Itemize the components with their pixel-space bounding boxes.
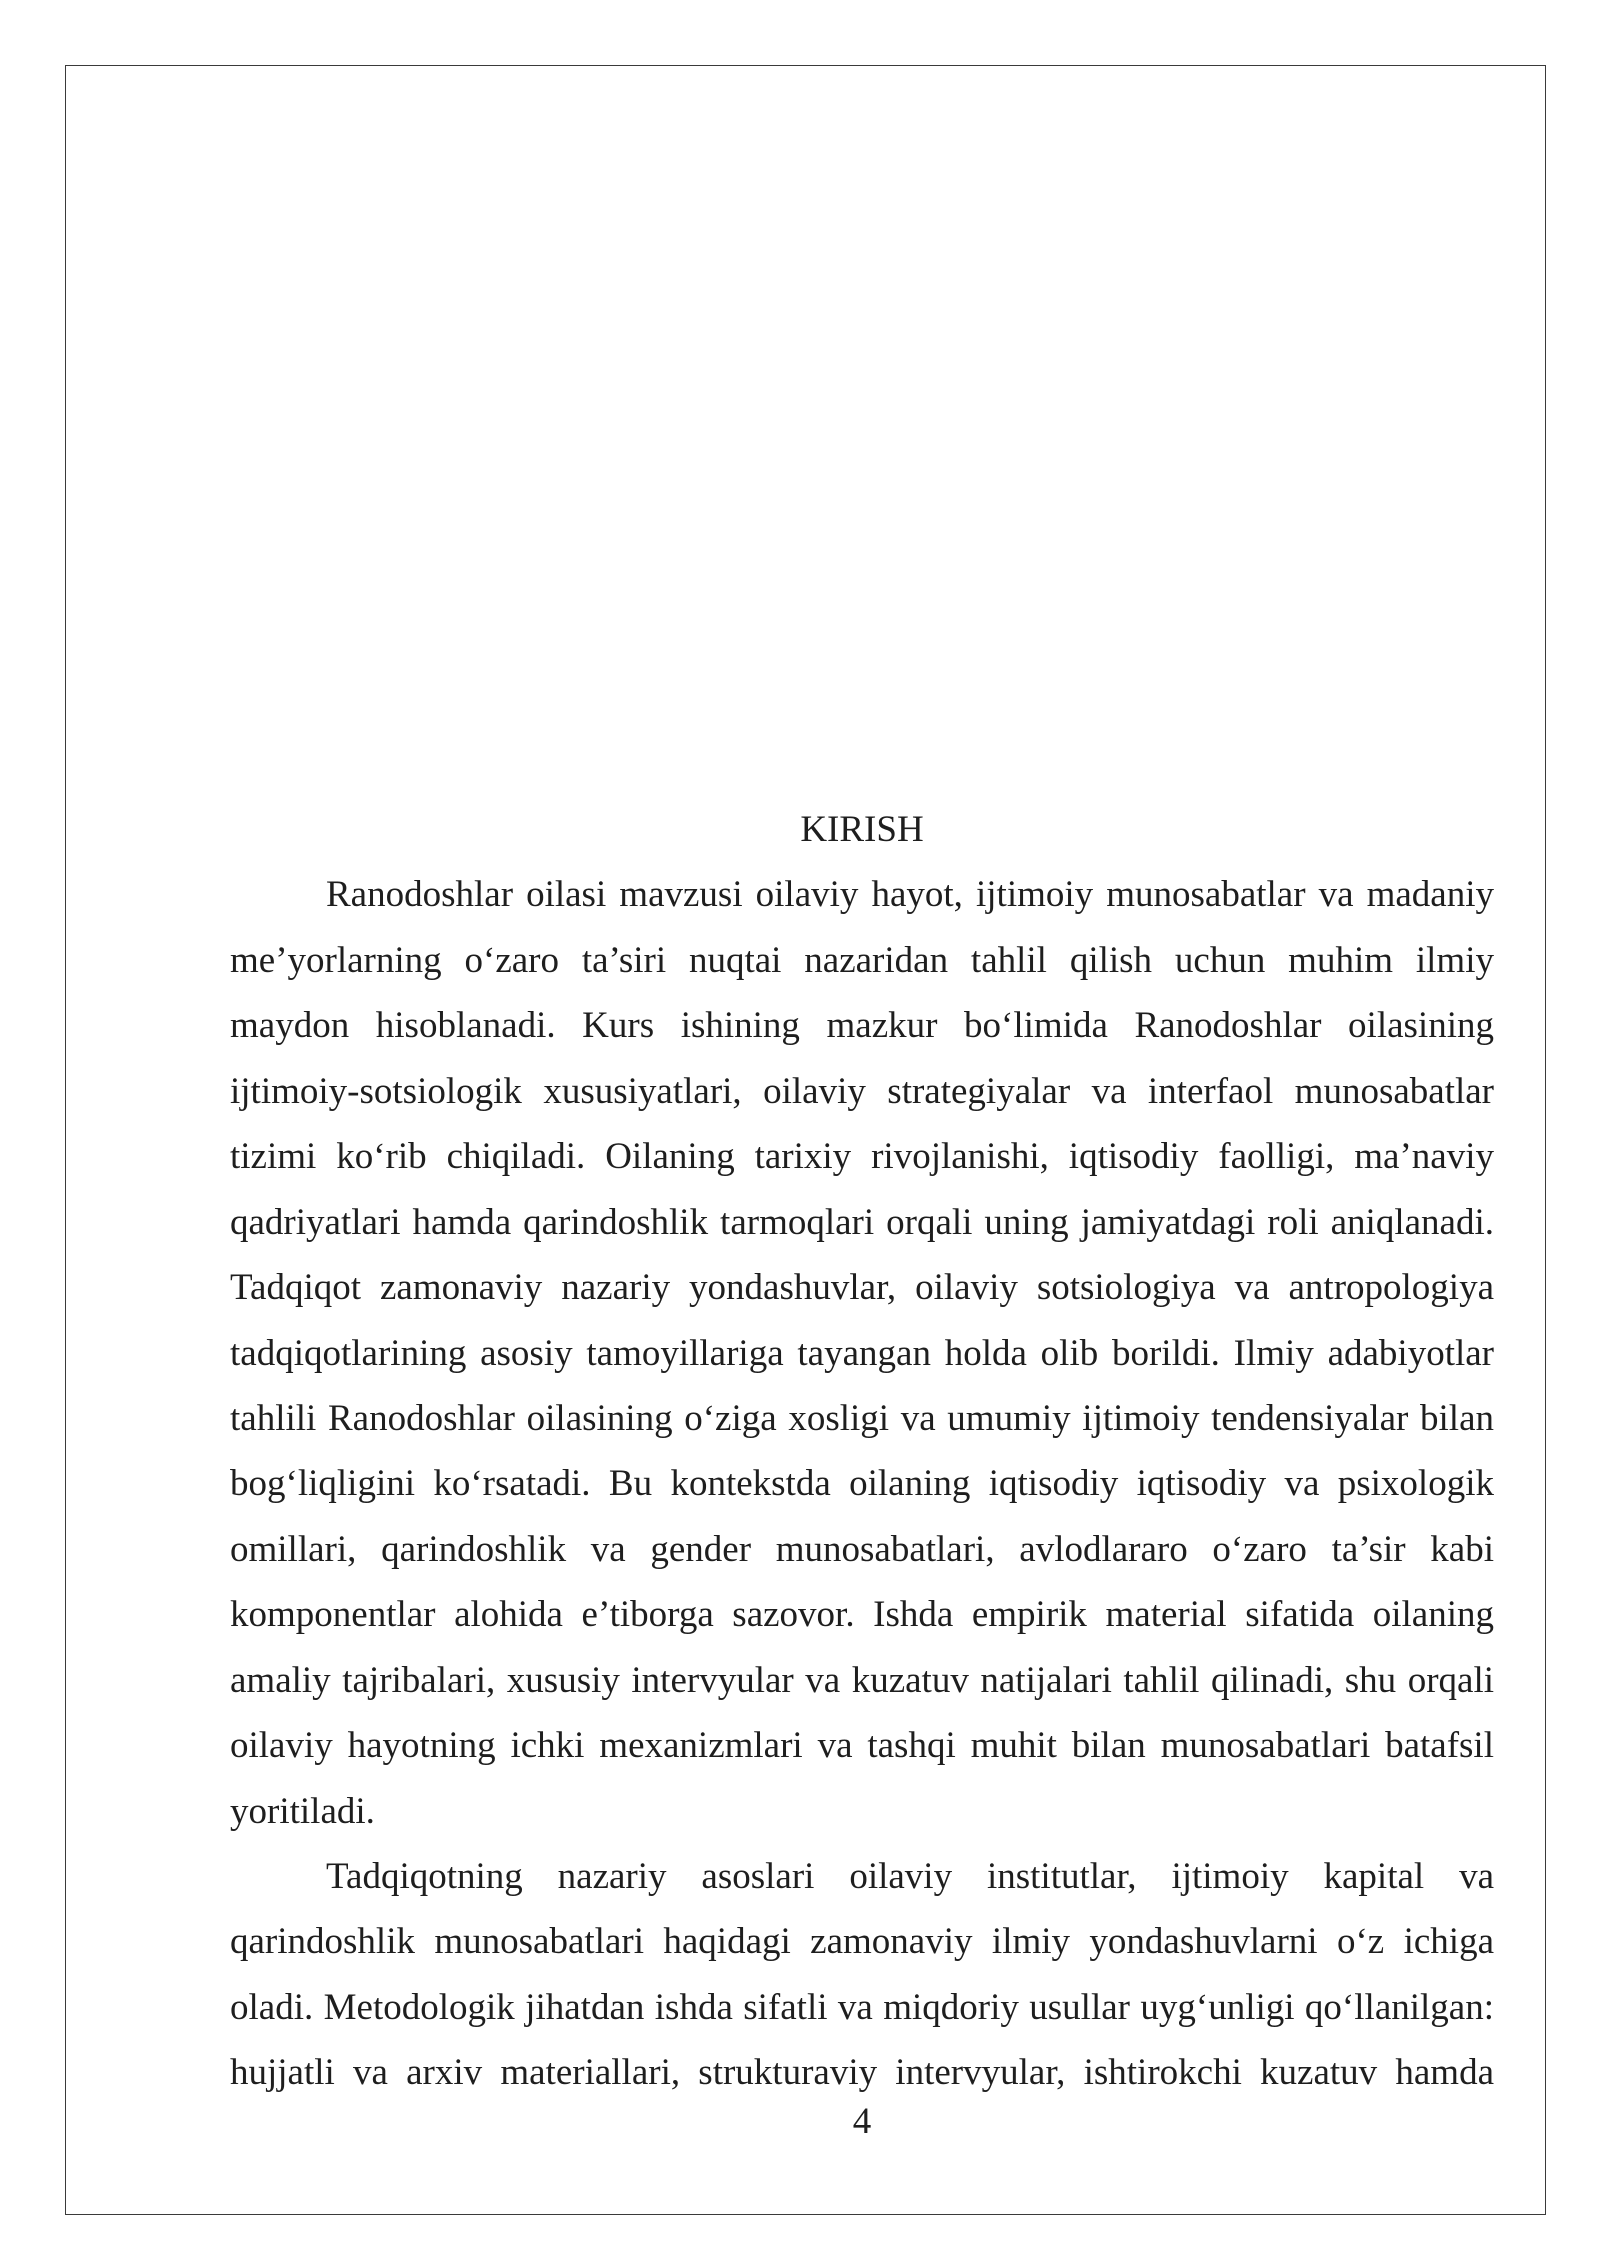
paragraph-line: tadqiqotlarining asosiy tamoyillariga tayangan holda olib borildi. Ilmiy adabiyotlar (230, 1332, 1494, 1374)
paragraph-line: Tadqiqot zamonaviy nazariy yondashuvlar, oilaviy sotsiologiya va antropologiya (230, 1267, 1494, 1309)
paragraph-line: Ranodoshlar oilasi mavzusi oilaviy hayot, ijtimoiy munosabatlar va madaniy (326, 874, 1494, 916)
page-number: 4 (852, 2101, 872, 2142)
paragraph-2 (230, 1844, 1494, 2106)
paragraph-line: qadriyatlari hamda qarindoshlik tarmoqlari orqali uning jamiyatdagi roli aniqlanadi. (230, 1201, 1494, 1243)
paragraph-line: yoritiladi. (230, 1790, 375, 1832)
paragraph-line: maydon hisoblanadi. Kurs ishining mazkur bo‘limida Ranodoshlar oilasining (230, 1005, 1494, 1047)
paragraph-line: omillari, qarindoshlik va gender munosabatlari, avlodlararo o‘zaro ta’sir kabi (230, 1528, 1494, 1570)
paragraph-1 (230, 862, 1494, 1844)
paragraph-line: tizimi ko‘rib chiqiladi. Oilaning tarixiy rivojlanishi, iqtisodiy faolligi, ma’naviy (230, 1136, 1494, 1178)
paragraph-line: bog‘liqligini ko‘rsatadi. Bu kontekstda oilaning iqtisodiy iqtisodiy va psixologik (230, 1463, 1494, 1505)
paragraph-line: qarindoshlik munosabatlari haqidagi zamonaviy ilmiy yondashuvlarni o‘z ichiga (230, 1921, 1494, 1963)
paragraph-line: oilaviy hayotning ichki mexanizmlari va tashqi muhit bilan munosabatlari batafsil (230, 1725, 1494, 1767)
paragraph-line: komponentlar alohida e’tiborga sazovor. Ishda empirik material sifatida oilaning (230, 1594, 1494, 1636)
section-heading: KIRISH (800, 809, 924, 850)
paragraph-line: hujjatli va arxiv materiallari, strukturaviy intervyular, ishtirokchi kuzatuv hamda (230, 2052, 1494, 2094)
paragraph-line: me’yorlarning o‘zaro ta’siri nuqtai nazaridan tahlil qilish uchun muhim ilmiy (230, 939, 1494, 981)
paragraph-line: oladi. Metodologik jihatdan ishda sifatli va miqdoriy usullar uyg‘unligi qo‘llanilgan: (230, 1986, 1494, 2028)
paragraph-line: Tadqiqotning nazariy asoslari oilaviy institutlar, ijtimoiy kapital va (326, 1856, 1494, 1897)
page-content (230, 797, 1494, 2106)
paragraph-line: tahlili Ranodoshlar oilasining o‘ziga xosligi va umumiy ijtimoiy tendensiyalar bilan (230, 1397, 1494, 1439)
paragraph-line: amaliy tajribalari, xususiy intervyular va kuzatuv natijalari tahlil qilinadi, shu orqali (230, 1659, 1494, 1701)
paragraph-line: ijtimoiy-sotsiologik xususiyatlari, oilaviy strategiyalar va interfaol munosabatlar (230, 1070, 1494, 1112)
